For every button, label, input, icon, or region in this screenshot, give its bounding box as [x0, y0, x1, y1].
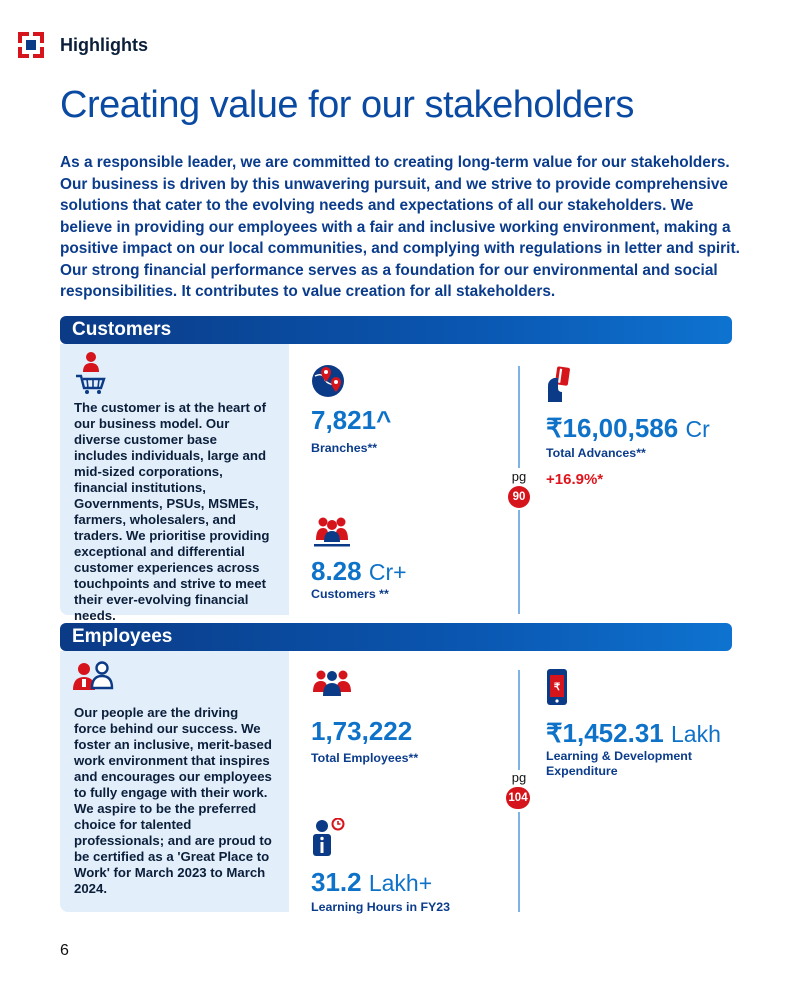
- advances-unit: Cr: [685, 416, 710, 442]
- page-number: 6: [60, 942, 69, 959]
- branches-label: Branches**: [311, 441, 378, 455]
- total-employees-label: Total Employees**: [311, 751, 419, 765]
- employees-description: Our people are the driving force behind our success. We foster an inclusive, merit-based work environment that inspires and encourages our employees to fully engage with their work. We aspire to be the preferred choice for talented professionals; and are proud to be certified as a 'Great Place to Work' for March 2023 to March 2024.: [74, 705, 272, 896]
- page-ref-label: pg: [511, 770, 527, 785]
- customers-count-unit: Cr+: [368, 559, 407, 585]
- ld-expenditure-unit: Lakh: [670, 721, 721, 747]
- employees-header: [60, 623, 732, 651]
- shopping-cart-customer-icon: [76, 350, 106, 394]
- customers-count-label: Customers **: [311, 587, 389, 601]
- customers-description: The customer is at the heart of our business model. Our diverse customer base includes individuals, large and mid-sized corporations, financial institutions, Governments, PSUs, MSMEs, farmers, wholesalers, and traders. We prioritise providing exceptional and differential customer experiences across touchpoints and strive to meet their ever-evolving financial needs.: [74, 400, 270, 623]
- advances-growth: +16.9%*: [546, 471, 604, 488]
- brand-logo-icon: [18, 32, 44, 58]
- learning-hours-icon: [312, 818, 346, 858]
- customers-group-icon: [313, 516, 351, 548]
- employees-heading: Employees: [72, 626, 173, 647]
- page-ref-label: pg: [511, 469, 527, 484]
- customers-panel: [60, 344, 289, 623]
- advances-label: Total Advances**: [546, 446, 646, 460]
- total-employees-value: 1,73,222: [311, 716, 413, 746]
- divider-line: [518, 510, 520, 614]
- customers-heading: Customers: [72, 319, 172, 340]
- branches-value: 7,821^: [311, 405, 392, 435]
- employees-team-icon: [312, 668, 352, 698]
- svg-text:₹: ₹: [553, 682, 561, 693]
- section-label: Highlights: [60, 35, 148, 55]
- mobile-rupee-icon: [546, 668, 568, 706]
- ld-expenditure-label: Learning & Development Expenditure: [546, 749, 692, 778]
- page-ref-badge[interactable]: 90: [508, 486, 530, 508]
- learning-hours-value: [311, 867, 432, 898]
- employees-panel: [60, 651, 289, 912]
- divider-line: [518, 366, 520, 468]
- ld-expenditure-number: ₹1,452.31: [546, 718, 664, 748]
- page-ref-badge[interactable]: 104: [506, 787, 530, 809]
- learning-hours-number: 31.2: [311, 867, 362, 897]
- card-hand-icon: [546, 366, 574, 402]
- customers-count-number: 8.28: [311, 556, 362, 586]
- customers-count-value: [311, 556, 407, 587]
- learning-hours-unit: Lakh+: [368, 870, 433, 896]
- divider-line: [518, 670, 520, 770]
- employees-pair-icon: [72, 660, 114, 690]
- advances-number: ₹16,00,586: [546, 413, 679, 443]
- branch-location-icon: [311, 364, 345, 398]
- page-title: Creating value for our stakeholders: [60, 84, 634, 126]
- customers-header: [60, 316, 732, 344]
- divider-line: [518, 812, 520, 912]
- intro-paragraph: As a responsible leader, we are committed to creating long-term value for our stakeholders. Our business is driven by this unwavering pursuit, and we strive to provide comprehensive solutions that cater to the evolving needs and expectations of all our stakeholders. We believe in providing our employees with a fair and inclusive working environment, making a positive impact on our local communities, and complying with regulations in letter and spirit. Our strong financial performance serves as a foundation for our environmental and social responsibilities. It contributes to value creation for all stakeholders.: [60, 154, 740, 300]
- learning-hours-label: Learning Hours in FY23: [311, 900, 451, 914]
- ld-expenditure-value: [546, 718, 721, 749]
- advances-value: [546, 413, 710, 444]
